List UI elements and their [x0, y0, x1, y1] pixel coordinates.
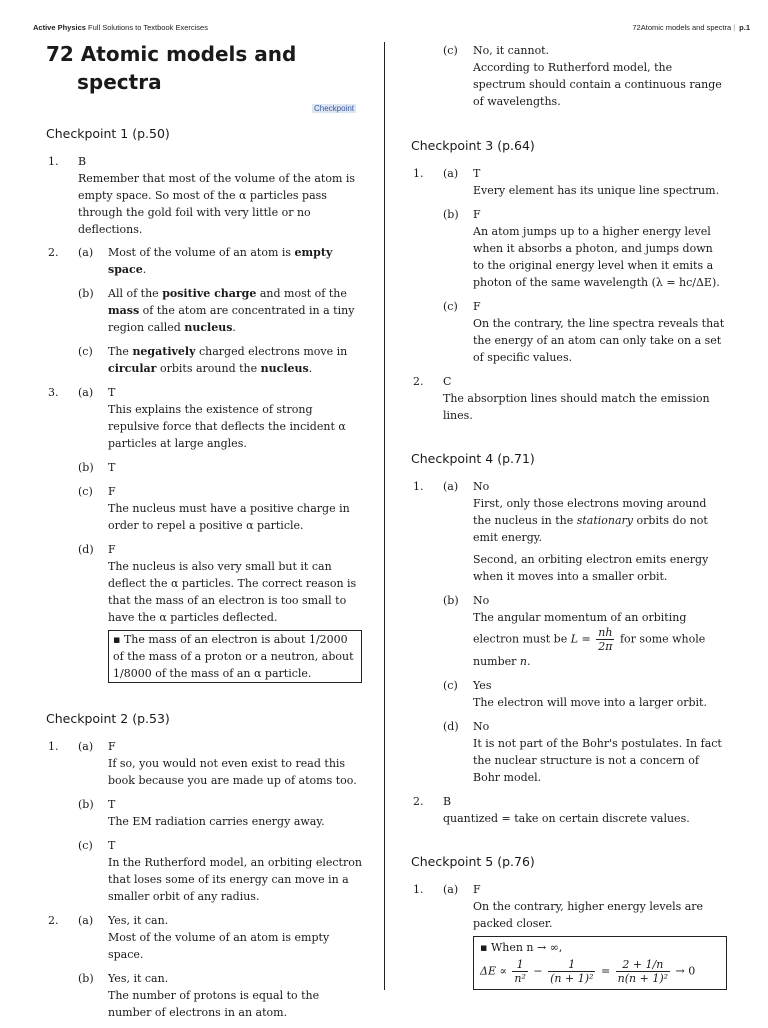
- checkpoint-1-heading: Checkpoint 1 (p.50): [46, 126, 170, 141]
- energy-gap-equation: ΔE ∝ $\frac{1}{\text{n²}}$ − $\frac{1}{\text{(n + 1)²}}$ = $\frac{2 + 1/n}{\text{n(n + 1)²}}$ → 0: [480, 958, 696, 985]
- cp3-q1a: (a) T Every element has its unique line spectrum.: [443, 167, 720, 197]
- cp3-q1: 1. (a) T Every element has its unique line spectrum. (b) F An atom jumps up to a higher energy level when it absorbs a photon, and jumps down to the original energy level when it emits a photon of the same wavelength (λ = hc/ΔE). (c) F On the contrary, the line spectra reveals that the energy of an atom can only take on a set of specific values.: [411, 165, 727, 366]
- cp2-q2a: (a) Yes, it can. Most of the volume of an atom is empty space.: [78, 914, 330, 961]
- cp1-q1-text: Remember that most of the volume of the atom is empty space. So most of the α particles pass through the gold foil with very little or no deflections.: [78, 172, 356, 236]
- angular-momentum-fraction: $\frac{nh}{2\pi}$: [598, 626, 613, 653]
- cp5-q1: 1. (a) F On the contrary, higher energy levels are packed closer. ▪ When n → ∞, ΔE ∝ $\frac{1}{\text{n²}}$ − $\frac{1}{\text{(n + 1)²}}$ = $\frac{2 + 1/n}{\text{n(n + 1)²}}$ → 0: [411, 881, 727, 990]
- eq-lhs: L =: [570, 632, 591, 646]
- cp2-q1: 1. (a) F If so, you would not even exist to read this book because you are made up of atoms too. (b) T The EM radiation carries energy away. (c) T In the Rutherford model, an orbiting electron that loses some of its energy can move in a smaller orbit of any radius.: [48, 740, 362, 903]
- checkpoint-2-heading: Checkpoint 2 (p.53): [46, 711, 170, 726]
- right-column: [411, 42, 727, 997]
- cp1-q1: 1. B Remember that most of the volume of the atom is empty space. So most of the α particles pass through the gold foil with very little or no deflections.: [46, 153, 362, 238]
- cp1-q3a: (a) T This explains the existence of strong repulsive force that deflects the incident α particles at large angles.: [78, 386, 346, 450]
- cp4-q1d: (d) No It is not part of the Bohr's postulates. In fact the nuclear structure is not a concern of Bohr model.: [443, 720, 722, 784]
- cp1-q3b: (b) T: [78, 461, 116, 474]
- cp2-q2-continued: [411, 42, 727, 110]
- cp2-q1a: (a) F If so, you would not even exist to read this book because you are made up of atoms too.: [78, 740, 357, 787]
- cp1-q2: 2. (a) Most of the volume of an atom is empty space. (b) All of the positive charge and most of the mass of the atom are concentrated in a tiny region called nucleus. (c) The negatively charged electrons move in circular orbits around the nucleus.: [46, 244, 362, 377]
- checkpoint-4-heading: Checkpoint 4 (p.71): [411, 451, 535, 466]
- header-page: p.1: [739, 23, 750, 32]
- page-title: [46, 40, 362, 96]
- cp2-q1c: (c) T In the Rutherford model, an orbiting electron that loses some of its energy can move in a smaller orbit of any radius.: [78, 839, 362, 903]
- checkpoint-3-heading: Checkpoint 3 (p.64): [411, 138, 535, 153]
- cp2-q1b: (b) T The EM radiation carries energy away.: [78, 798, 325, 828]
- cp1-q3d: (d) F The nucleus is also very small but it can deflect the α particles. The correct reason is that the mass of an electron is too small to have the α particles deflected. ▪ The mass of an electron is about 1/2000 of the mass of a proton or a neutron, about 1/8000 of the mass of an α particle.: [78, 541, 362, 683]
- checkpoint-tag: Checkpoint: [313, 104, 354, 113]
- cp4-q1c: (c) Yes The electron will move into a larger orbit.: [443, 679, 707, 709]
- checkpoint-5-heading: Checkpoint 5 (p.76): [411, 854, 535, 869]
- cp4-q2: 2. B quantized = take on certain discrete values.: [413, 795, 690, 825]
- cp4-q1a: (a) No First, only those electrons moving around the nucleus in the stationary orbits do not emit energy. Second, an orbiting electron emits energy when it moves into a smaller orbit.: [443, 480, 709, 583]
- header-left: [33, 23, 208, 32]
- cp1-q3: 3. (a) T This explains the existence of strong repulsive force that deflects the incident α particles at large angles. (b) T (c) F The nucleus must have a positive charge in order to repel a positive α particle. (d) F The nucleus is also very small but it can deflect the α particles. The correct reason is that the mass of an electron is too small to have the α particles deflected. ▪ The mass of an electron is about 1/2000 of the mass of a proton or a neutron, about 1/8000 of the mass of an α particle.: [46, 384, 362, 683]
- cp5-q1a: (a) F On the contrary, higher energy levels are packed closer. ▪ When n → ∞, ΔE ∝ $\frac{1}{\text{n²}}$ − $\frac{1}{\text{(n + 1)²}}$ = $\frac{2 + 1/n}{\text{n(n + 1)²}}$ → 0: [443, 881, 727, 990]
- title-line-1: 72 Atomic models and: [46, 42, 297, 66]
- cp1-q2b: (b) All of the positive charge and most of the mass of the atom are concentrated in a tiny region called nucleus.: [78, 287, 355, 334]
- column-divider: [384, 42, 385, 990]
- cp4-q1b: (b) No The angular momentum of an orbiting electron must be L = $\frac{nh}{2\pi}$ for some whole number n.: [443, 594, 706, 668]
- cp3-q1c: (c) F On the contrary, the line spectra reveals that the energy of an atom can only take on a set of specific values.: [443, 300, 725, 364]
- cp2-q2c: (c) No, it cannot. According to Rutherford model, the spectrum should contain a continuous range of wavelengths.: [443, 44, 722, 108]
- cp2-q2: 2. (a) Yes, it can. Most of the volume of an atom is empty space. (b) Yes, it can. The number of protons is equal to the number of electrons in an atom.: [46, 912, 362, 1021]
- title-line-2: spectra: [77, 70, 162, 94]
- cp1-q2c: (c) The negatively charged electrons move in circular orbits around the nucleus.: [78, 345, 348, 375]
- header-right: [632, 23, 750, 32]
- cp1-q3c: (c) F The nucleus must have a positive charge in order to repel a positive α particle.: [78, 485, 350, 532]
- cp3-q2: 2. C The absorption lines should match the emission lines.: [413, 375, 710, 422]
- cp5-equation-box: ▪ When n → ∞, ΔE ∝ $\frac{1}{\text{n²}}$ − $\frac{1}{\text{(n + 1)²}}$ = $\frac{2 + 1/n}{\text{n(n + 1)²}}$ → 0: [473, 936, 727, 990]
- left-column: [46, 40, 362, 1028]
- header-brand: Active Physics: [33, 23, 86, 32]
- cp4-q1: 1. (a) No First, only those electrons moving around the nucleus in the stationary orbits do not emit energy. Second, an orbiting electron emits energy when it moves into a smaller orbit. (b) No The angular momentum of an orbiting electron must be L = $\frac{nh}{2\pi}$ for some whole number n. (c) Yes The electron will move into a larger orbit. (d) No It is not part of the Bohr's postulates. In fact the nuclear structure is not a concern of Bohr model.: [411, 478, 727, 786]
- header-separator: |: [733, 23, 736, 32]
- header-chapter: 72Atomic models and spectra: [632, 23, 732, 32]
- cp1-q1-answer: B: [78, 155, 87, 168]
- cp1-q3-note-box: ▪ The mass of an electron is about 1/2000 of the mass of a proton or a neutron, about 1/8000 of the mass of an α particle.: [108, 630, 362, 683]
- cp3-q1b: (b) F An atom jumps up to a higher energy level when it absorbs a photon, and jumps down to the original energy level when it emits a photon of the same wavelength (λ = hc/ΔE).: [443, 208, 720, 289]
- cp2-q2b: (b) Yes, it can. The number of protons is equal to the number of electrons in an atom.: [78, 972, 320, 1019]
- header-subtitle: Full Solutions to Textbook Exercises: [88, 23, 208, 32]
- cp1-q2a: (a) Most of the volume of an atom is empty space.: [78, 246, 333, 276]
